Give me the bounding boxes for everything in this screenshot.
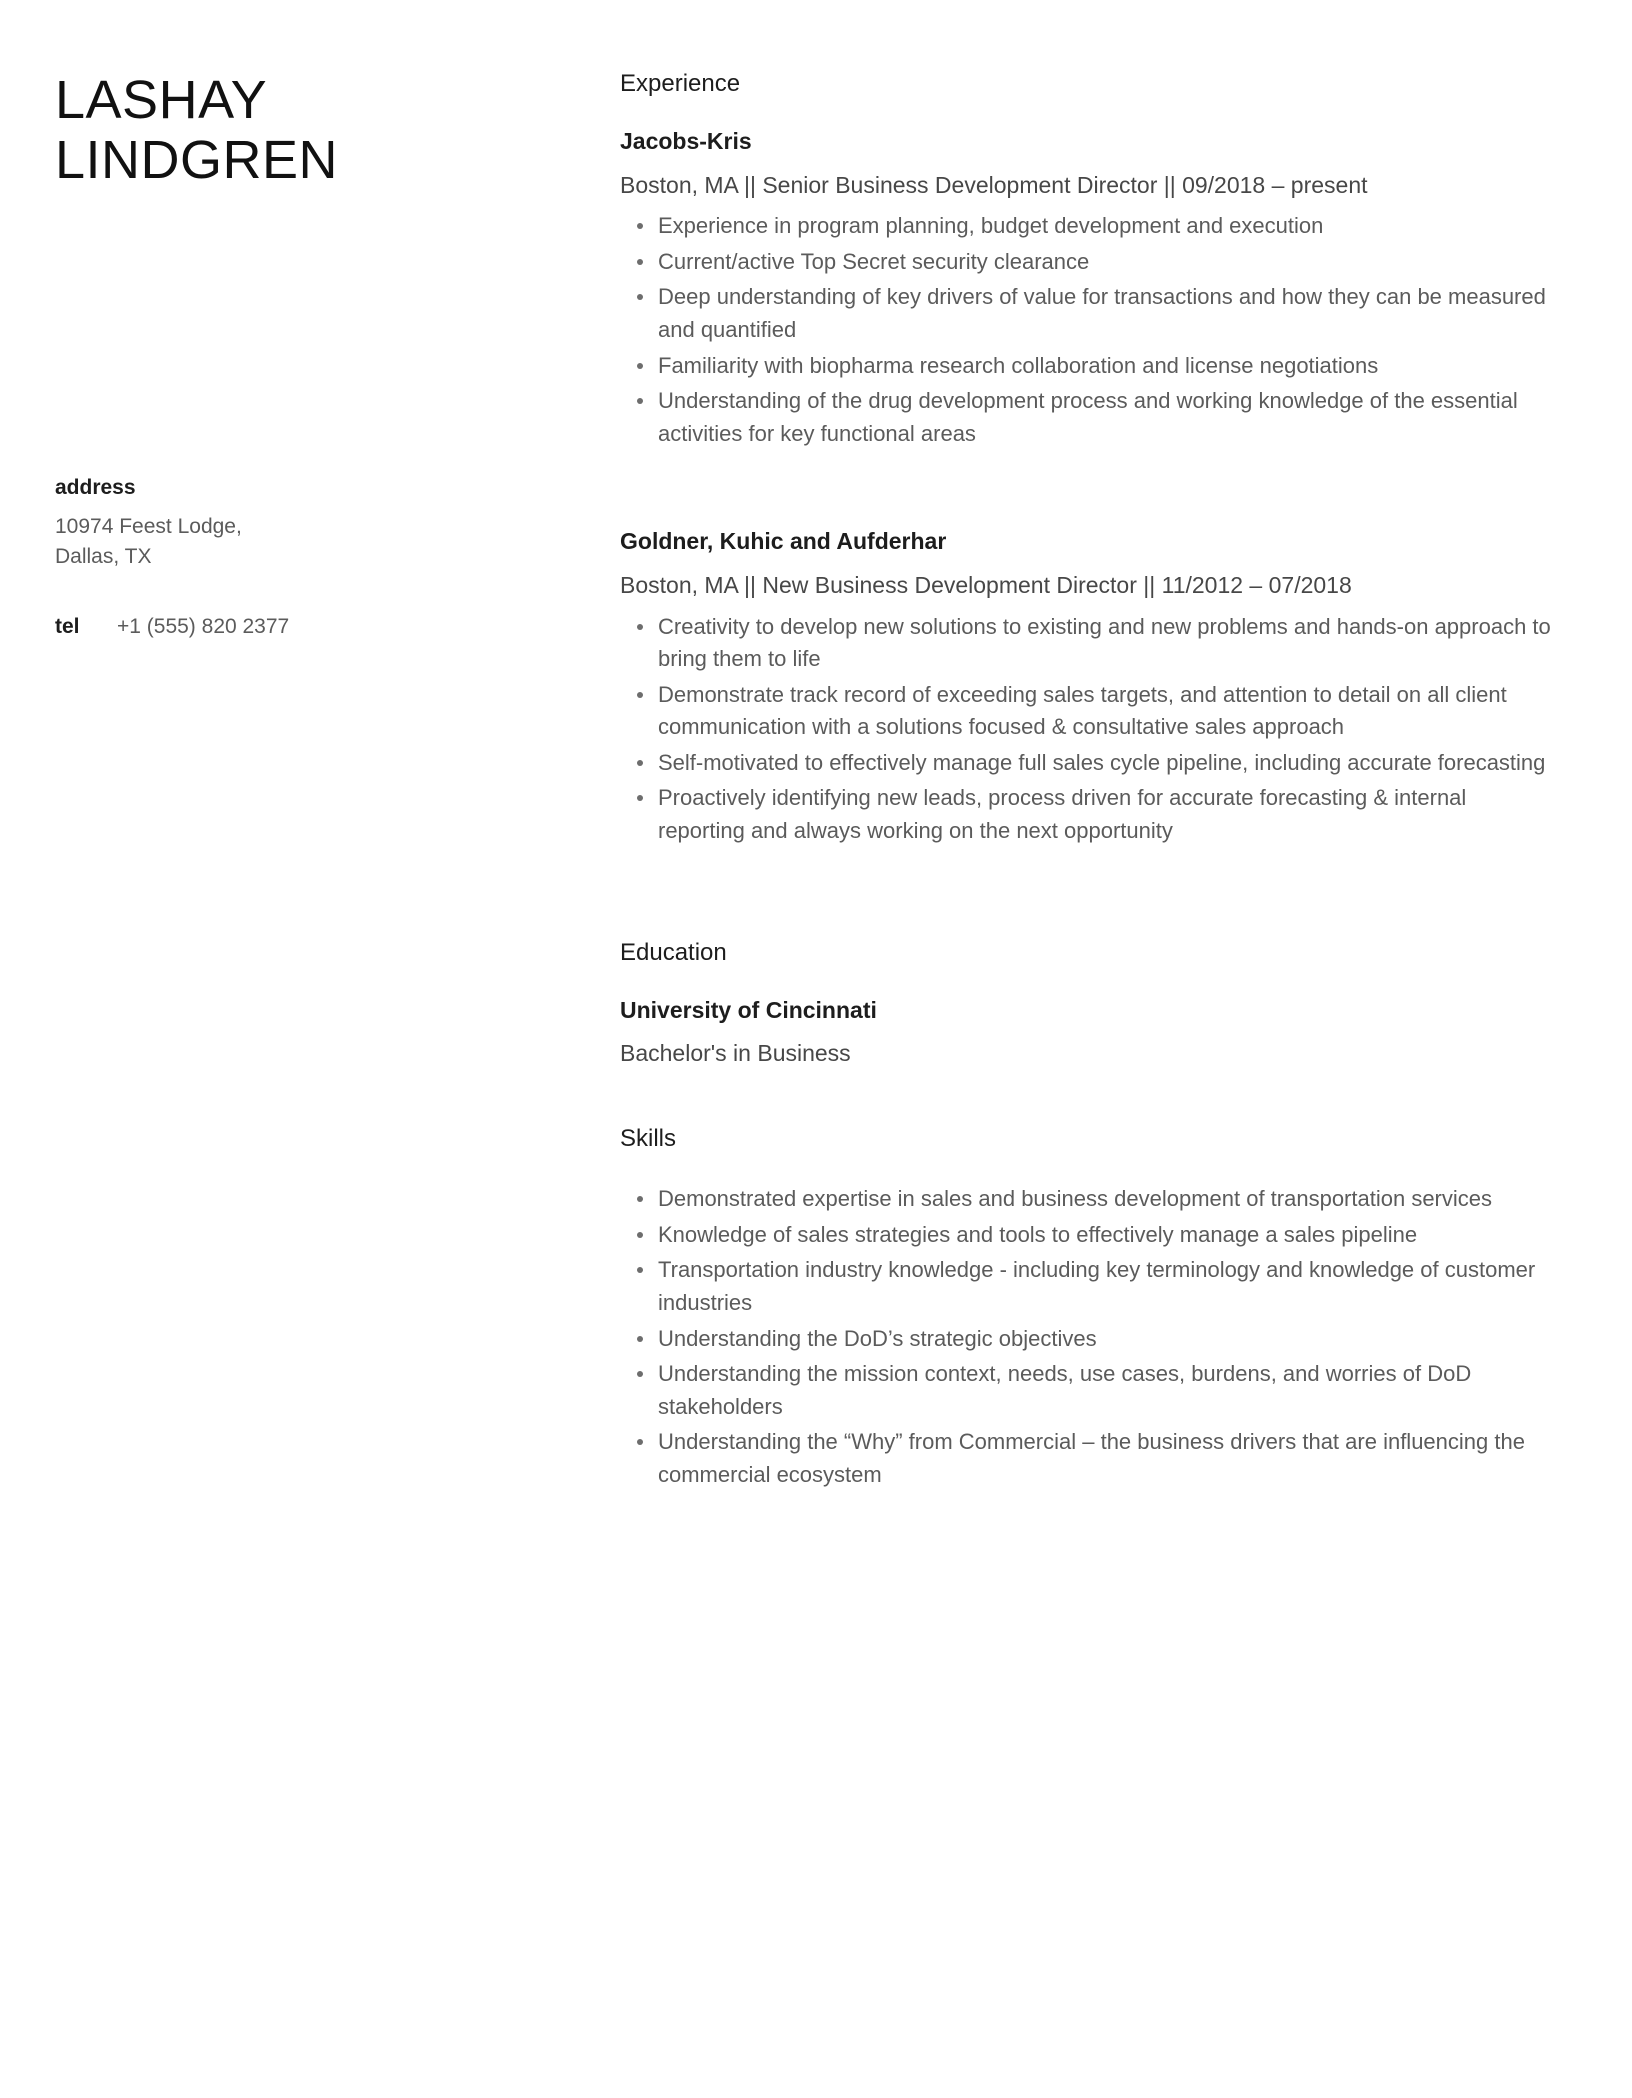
- experience-bullets: [620, 611, 1552, 848]
- list-item: Current/active Top Secret security clearance: [620, 246, 1552, 279]
- telephone-row: [55, 615, 615, 639]
- experience-company: Jacobs-Kris: [620, 128, 752, 154]
- resume-sidebar: [55, 70, 615, 639]
- address-line-2: Dallas, TX: [55, 545, 152, 569]
- list-item: Understanding the DoD’s strategic objectives: [620, 1323, 1552, 1356]
- spacer: [620, 881, 1552, 939]
- education-school: University of Cincinnati: [620, 997, 877, 1024]
- spacer: [620, 484, 1552, 528]
- list-item: Demonstrate track record of exceeding sales targets, and attention to detail on all client communication with a solutions focused & consultative sales approach: [620, 679, 1552, 744]
- list-item: Familiarity with biopharma research collaboration and license negotiations: [620, 350, 1552, 383]
- list-item: Understanding the mission context, needs, use cases, burdens, and worries of DoD stakeholders: [620, 1358, 1552, 1423]
- resume-main: [615, 70, 1552, 1494]
- last-name: LINDGREN: [55, 130, 339, 191]
- list-item: Proactively identifying new leads, process driven for accurate forecasting & internal reporting and always working on the next opportunity: [620, 782, 1552, 847]
- section-title-experience: Experience: [620, 70, 741, 97]
- experience-meta: Boston, MA || Senior Business Development Director || 09/2018 – present: [620, 172, 1368, 198]
- list-item: Self-motivated to effectively manage full sales cycle pipeline, including accurate forecasting: [620, 747, 1552, 780]
- tel-label: tel: [55, 614, 80, 638]
- address-label: address: [55, 475, 136, 499]
- section-title-education: Education: [620, 939, 727, 967]
- list-item: Knowledge of sales strategies and tools to effectively manage a sales pipeline: [620, 1219, 1552, 1252]
- address-line-1: 10974 Feest Lodge,: [55, 514, 242, 538]
- experience-company: Goldner, Kuhic and Aufderhar: [620, 528, 947, 555]
- spacer: [620, 1067, 1552, 1125]
- list-item: Understanding the “Why” from Commercial – the business drivers that are influencing the commercial ecosystem: [620, 1426, 1552, 1491]
- education-degree: Bachelor's in Business: [620, 1040, 851, 1067]
- experience-entry: [620, 528, 1552, 847]
- list-item: Experience in program planning, budget development and execution: [620, 210, 1552, 243]
- list-item: Deep understanding of key drivers of value for transactions and how they can be measured and quantified: [620, 281, 1552, 346]
- skills-bullets: [620, 1183, 1552, 1491]
- list-item: Understanding of the drug development process and working knowledge of the essential activities for key functional areas: [620, 385, 1552, 450]
- first-name: LASHAY: [55, 70, 268, 130]
- contact-block: [55, 476, 615, 639]
- experience-bullets: [620, 210, 1552, 450]
- tel-value: +1 (555) 820 2377: [117, 614, 290, 638]
- page-title: [55, 70, 615, 191]
- list-item: Demonstrated expertise in sales and business development of transportation services: [620, 1183, 1552, 1216]
- education-entry: [620, 997, 1552, 1067]
- section-title-skills: Skills: [620, 1125, 677, 1153]
- experience-meta: Boston, MA || New Business Development Director || 11/2012 – 07/2018: [620, 572, 1352, 599]
- experience-entry: [620, 128, 1552, 450]
- list-item: Creativity to develop new solutions to existing and new problems and hands-on approach to bring them to life: [620, 611, 1552, 676]
- list-item: Transportation industry knowledge - including key terminology and knowledge of customer industries: [620, 1254, 1552, 1319]
